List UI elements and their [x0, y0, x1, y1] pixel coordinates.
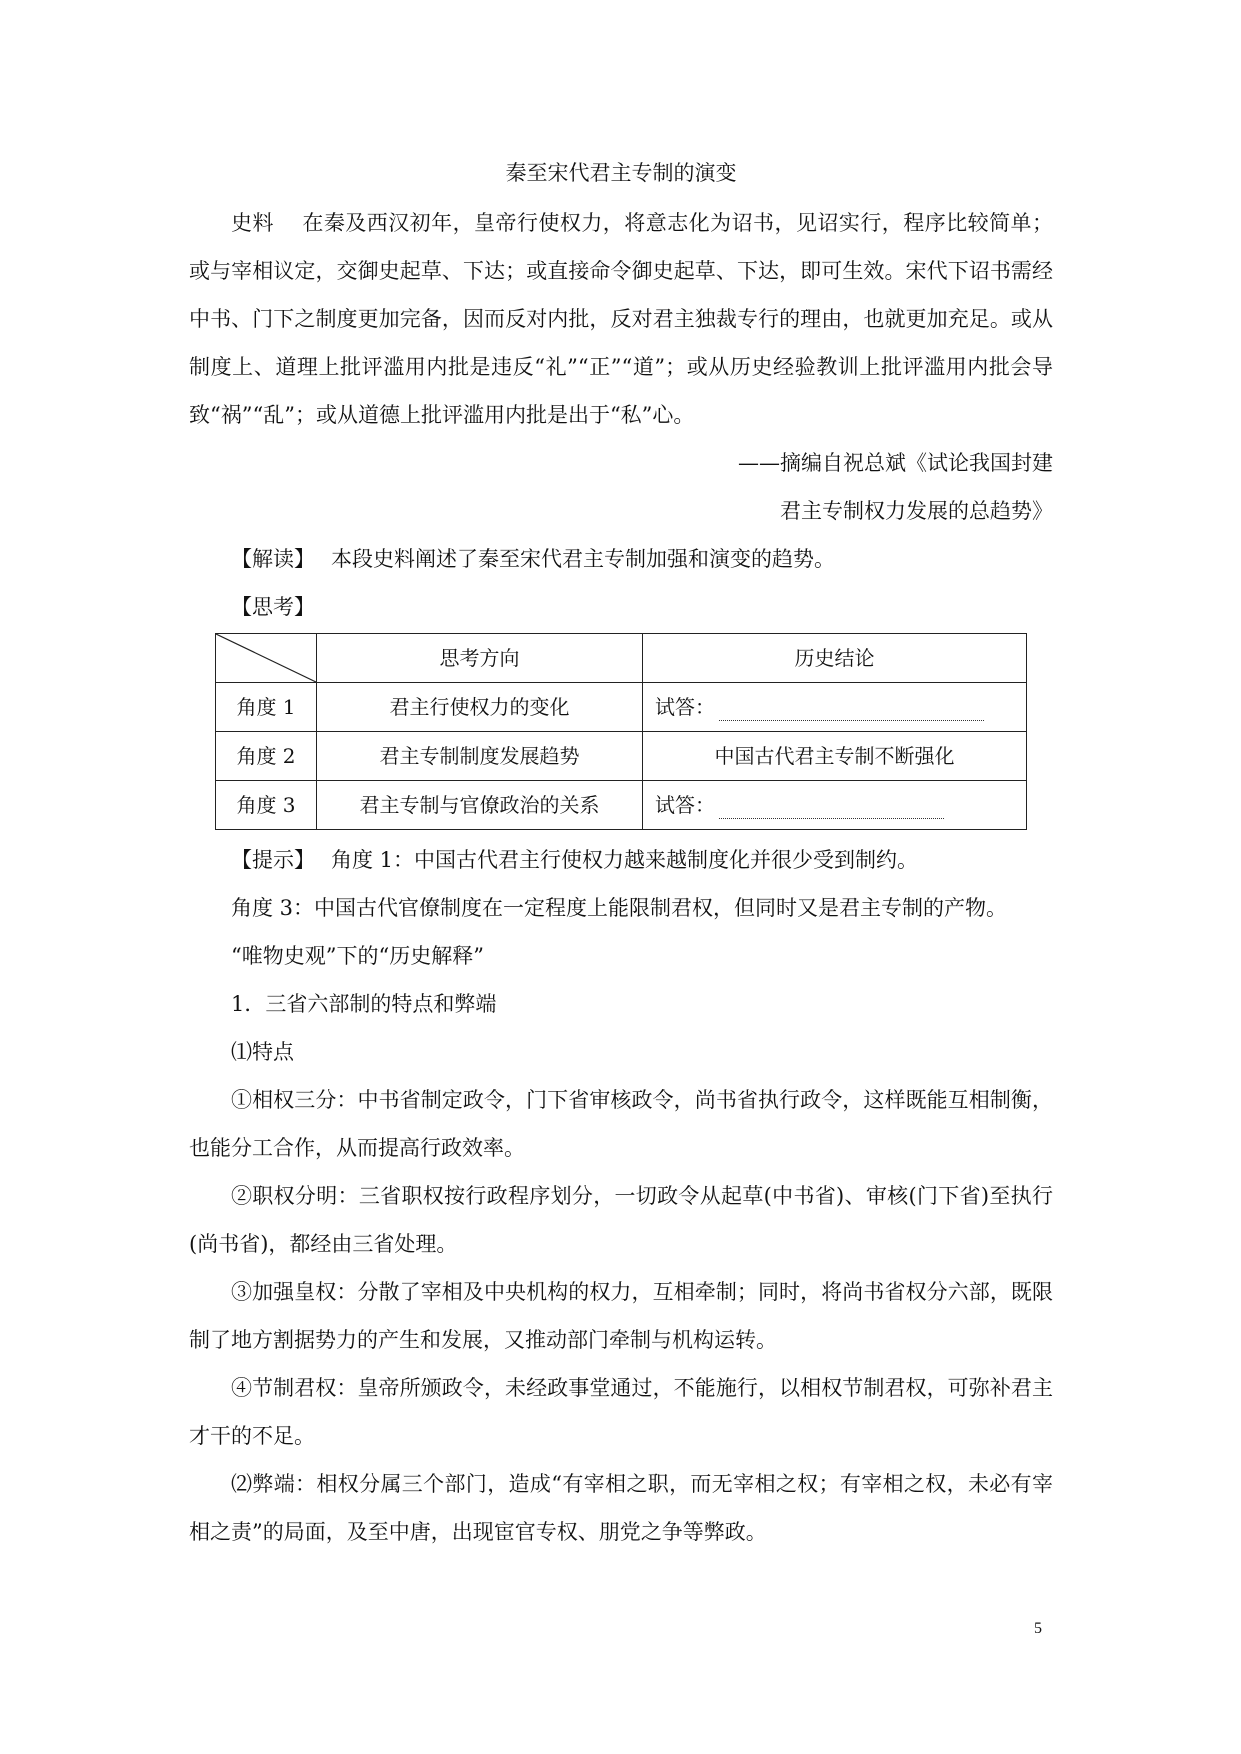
shiliao-paragraph — [189, 199, 1053, 439]
row-direction: 君主专制制度发展趋势 — [317, 732, 643, 781]
point1-sub1: ⑴特点 — [231, 1040, 294, 1064]
answer-blank[interactable] — [719, 696, 984, 721]
header-conclusion: 历史结论 — [643, 634, 1027, 683]
row-conclusion: 中国古代君主专制不断强化 — [643, 732, 1027, 781]
source-line-1: ——摘编自祝总斌《试论我国封建 — [738, 451, 1053, 475]
table-row — [216, 732, 1027, 781]
shiliao-label: 史料 — [231, 211, 274, 235]
row-conclusion — [643, 781, 1027, 830]
row-angle: 角度 1 — [216, 683, 317, 732]
table-row — [216, 781, 1027, 830]
diagonal-line — [216, 634, 316, 682]
jiedu-paragraph — [189, 535, 1053, 583]
row-direction: 君主专制与官僚政治的关系 — [317, 781, 643, 830]
shiliao-text: 在秦及西汉初年，皇帝行使权力，将意志化为诏书，见诏实行，程序比较简单；或与宰相议定，交御史起草、下达；或直接命令御史起草、下达，即可生效。宋代下诏书需经中书、门下之制度更加完备，因而反对内批，反对君主独裁专行的理由，也就更加充足。或从制度上、道理上批评滥用内批是违反“礼”“正”“道”；或从历史经验教训上批评滥用内批会导致“祸”“乱”；或从道德上批评滥用内批是出于“私”心。 — [189, 211, 1053, 427]
point1-item-4: ④节制君权：皇帝所颁政令，未经政事堂通过，不能施行，以相权节制君权，可弥补君主才干的不足。 — [189, 1376, 1053, 1448]
point1-item-2: ②职权分明：三省职权按行政程序划分，一切政令从起草(中书省)、审核(门下省)至执行(尚书省)，都经由三省处理。 — [189, 1184, 1053, 1256]
point1-heading: 1．三省六部制的特点和弊端 — [231, 992, 497, 1016]
table-header-row — [216, 634, 1027, 683]
row-angle: 角度 3 — [216, 781, 317, 830]
point1-item-3: ③加强皇权：分散了宰相及中央机构的权力，互相牵制；同时，将尚书省权分六部，既限制了地方割据势力的产生和发展，又推动部门牵制与机构运转。 — [189, 1280, 1053, 1352]
answer-blank[interactable] — [719, 794, 944, 819]
tishi-label: 【提示】 — [231, 848, 315, 872]
sikao-label: 【思考】 — [231, 595, 315, 619]
section-heading: “唯物史观”下的“历史解释” — [231, 944, 484, 968]
row-angle: 角度 2 — [216, 732, 317, 781]
document-page — [189, 150, 1053, 1556]
answer-prompt: 试答： — [655, 793, 715, 817]
source-line-2: 君主专制权力发展的总趋势》 — [780, 499, 1053, 523]
section-title: 秦至宋代君主专制的演变 — [505, 161, 737, 185]
row-direction: 君主行使权力的变化 — [317, 683, 643, 732]
tishi-line-1: 角度 1：中国古代君主行使权力越来越制度化并很少受到制约。 — [331, 848, 919, 872]
thinking-table — [215, 633, 1027, 830]
header-direction: 思考方向 — [317, 634, 643, 683]
point1-item-1: ①相权三分：中书省制定政令，门下省审核政令，尚书省执行政令，这样既能互相制衡，也能分工合作，从而提高行政效率。 — [189, 1088, 1053, 1160]
jiedu-text: 本段史料阐述了秦至宋代君主专制加强和演变的趋势。 — [331, 547, 835, 571]
page-number: 5 — [1034, 1620, 1042, 1637]
jiedu-label: 【解读】 — [231, 547, 315, 571]
answer-prompt: 试答： — [655, 695, 715, 719]
tishi-paragraph — [189, 836, 1053, 884]
point1-sub2: ⑵弊端：相权分属三个部门，造成“有宰相之职，而无宰相之权；有宰相之权，未必有宰相之责”的局面，及至中唐，出现宦官专权、朋党之争等弊政。 — [189, 1472, 1053, 1544]
row-conclusion — [643, 683, 1027, 732]
table-row — [216, 683, 1027, 732]
tishi-line-2: 角度 3：中国古代官僚制度在一定程度上能限制君权，但同时又是君主专制的产物。 — [231, 896, 1008, 920]
diagonal-corner-cell — [216, 634, 317, 683]
